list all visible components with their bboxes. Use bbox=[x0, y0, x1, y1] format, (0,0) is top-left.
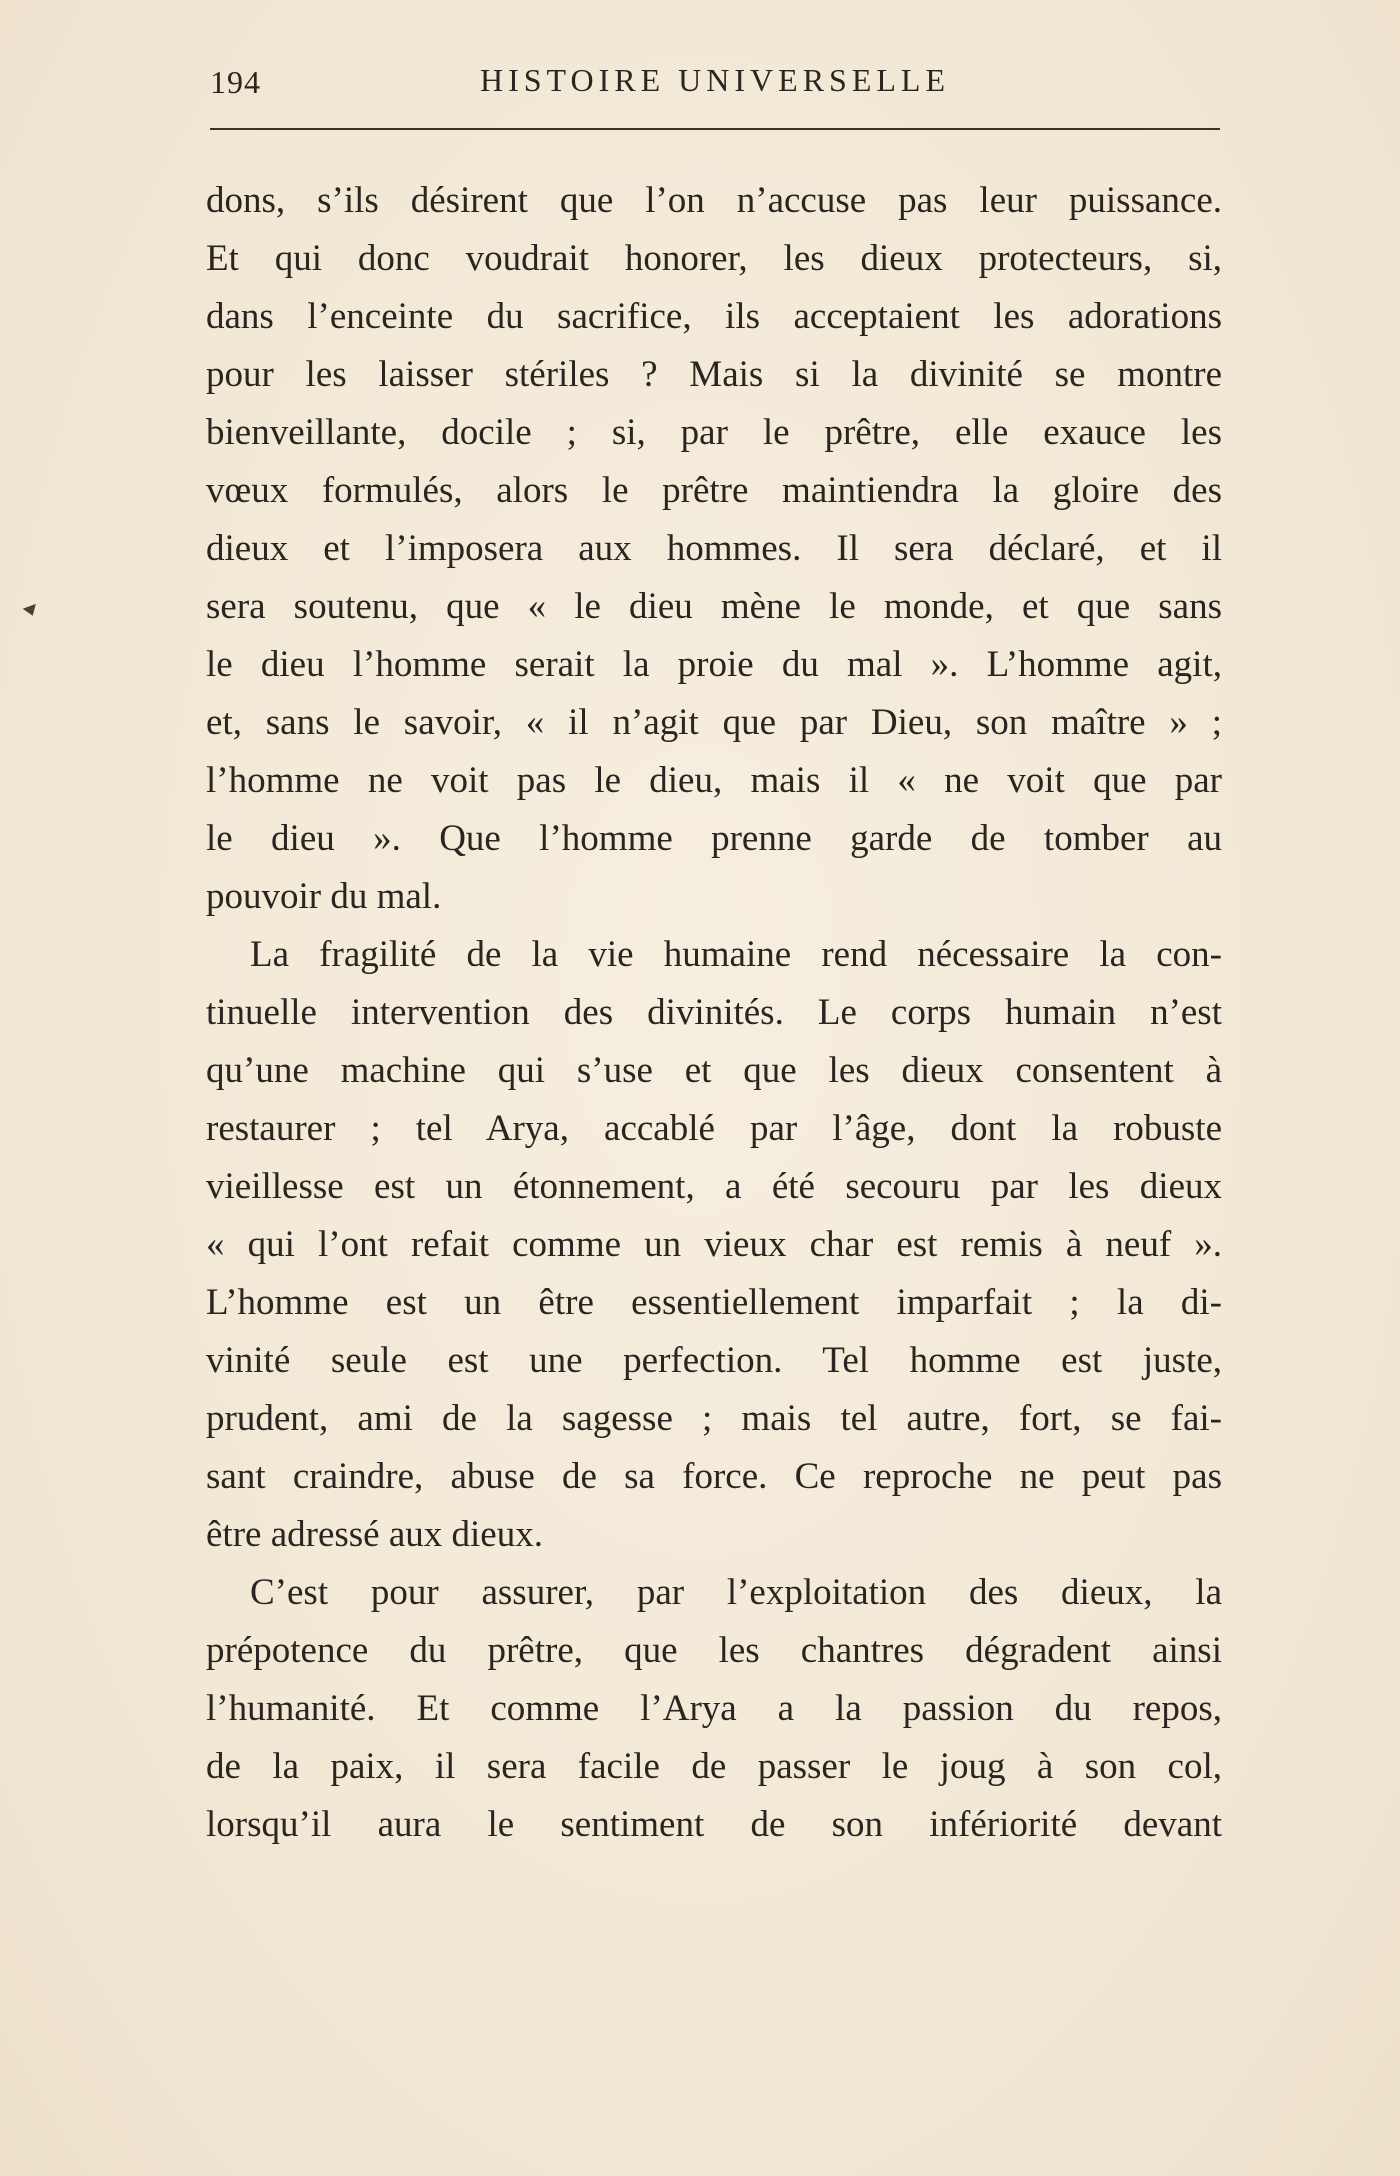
text-line: pour les laisser stériles ? Mais si la divinité se montre bbox=[206, 354, 1222, 395]
text-line: dans l’enceinte du sacrifice, ils acceptaient les adorations bbox=[206, 296, 1222, 337]
page-header bbox=[210, 58, 1220, 108]
text-line: prudent, ami de la sagesse ; mais tel autre, fort, se fai- bbox=[206, 1398, 1222, 1439]
running-title: HISTOIRE UNIVERSELLE bbox=[479, 62, 951, 98]
text-line: de la paix, il sera facile de passer le joug à son col, bbox=[206, 1746, 1222, 1787]
text-line: l’homme ne voit pas le dieu, mais il « ne voit que par bbox=[206, 760, 1222, 801]
text-line: prépotence du prêtre, que les chantres dégradent ainsi bbox=[206, 1630, 1222, 1671]
text-line: qu’une machine qui s’use et que les dieux consentent à bbox=[206, 1050, 1222, 1091]
text-line: La fragilité de la vie humaine rend nécessaire la con- bbox=[250, 934, 1222, 975]
text-line: C’est pour assurer, par l’exploitation des dieux, la bbox=[250, 1572, 1222, 1613]
text-line: vinité seule est une perfection. Tel homme est juste, bbox=[206, 1340, 1222, 1381]
text-line: être adressé aux dieux. bbox=[206, 1514, 543, 1555]
page-number: 194 bbox=[210, 64, 261, 100]
body-text bbox=[206, 172, 1222, 1854]
text-line: le dieu ». Que l’homme prenne garde de tomber au bbox=[206, 818, 1222, 859]
text-line: vœux formulés, alors le prêtre maintiendra la gloire des bbox=[206, 470, 1222, 511]
text-line: vieillesse est un étonnement, a été secouru par les dieux bbox=[206, 1166, 1222, 1207]
text-line: lorsqu’il aura le sentiment de son infériorité devant bbox=[206, 1804, 1222, 1845]
text-line: sera soutenu, que « le dieu mène le monde, et que sans bbox=[206, 586, 1222, 627]
text-line: sant craindre, abuse de sa force. Ce reproche ne peut pas bbox=[206, 1456, 1222, 1497]
text-line: l’humanité. Et comme l’Arya a la passion du repos, bbox=[206, 1688, 1222, 1729]
header-rule bbox=[210, 128, 1220, 130]
text-line: dons, s’ils désirent que l’on n’accuse pas leur puissance. bbox=[206, 180, 1222, 221]
text-line: et, sans le savoir, « il n’agit que par Dieu, son maître » ; bbox=[206, 702, 1222, 743]
margin-mark-icon bbox=[23, 604, 40, 618]
text-line: L’homme est un être essentiellement imparfait ; la di- bbox=[206, 1282, 1222, 1323]
text-line: « qui l’ont refait comme un vieux char est remis à neuf ». bbox=[206, 1224, 1222, 1265]
text-line: restaurer ; tel Arya, accablé par l’âge, dont la robuste bbox=[206, 1108, 1222, 1149]
text-line: le dieu l’homme serait la proie du mal ». L’homme agit, bbox=[206, 644, 1222, 685]
text-line: dieux et l’imposera aux hommes. Il sera déclaré, et il bbox=[206, 528, 1222, 569]
text-line: pouvoir du mal. bbox=[206, 876, 442, 917]
text-line: tinuelle intervention des divinités. Le corps humain n’est bbox=[206, 992, 1222, 1033]
text-line: bienveillante, docile ; si, par le prêtre, elle exauce les bbox=[206, 412, 1222, 453]
text-line: Et qui donc voudrait honorer, les dieux protecteurs, si, bbox=[206, 238, 1222, 279]
